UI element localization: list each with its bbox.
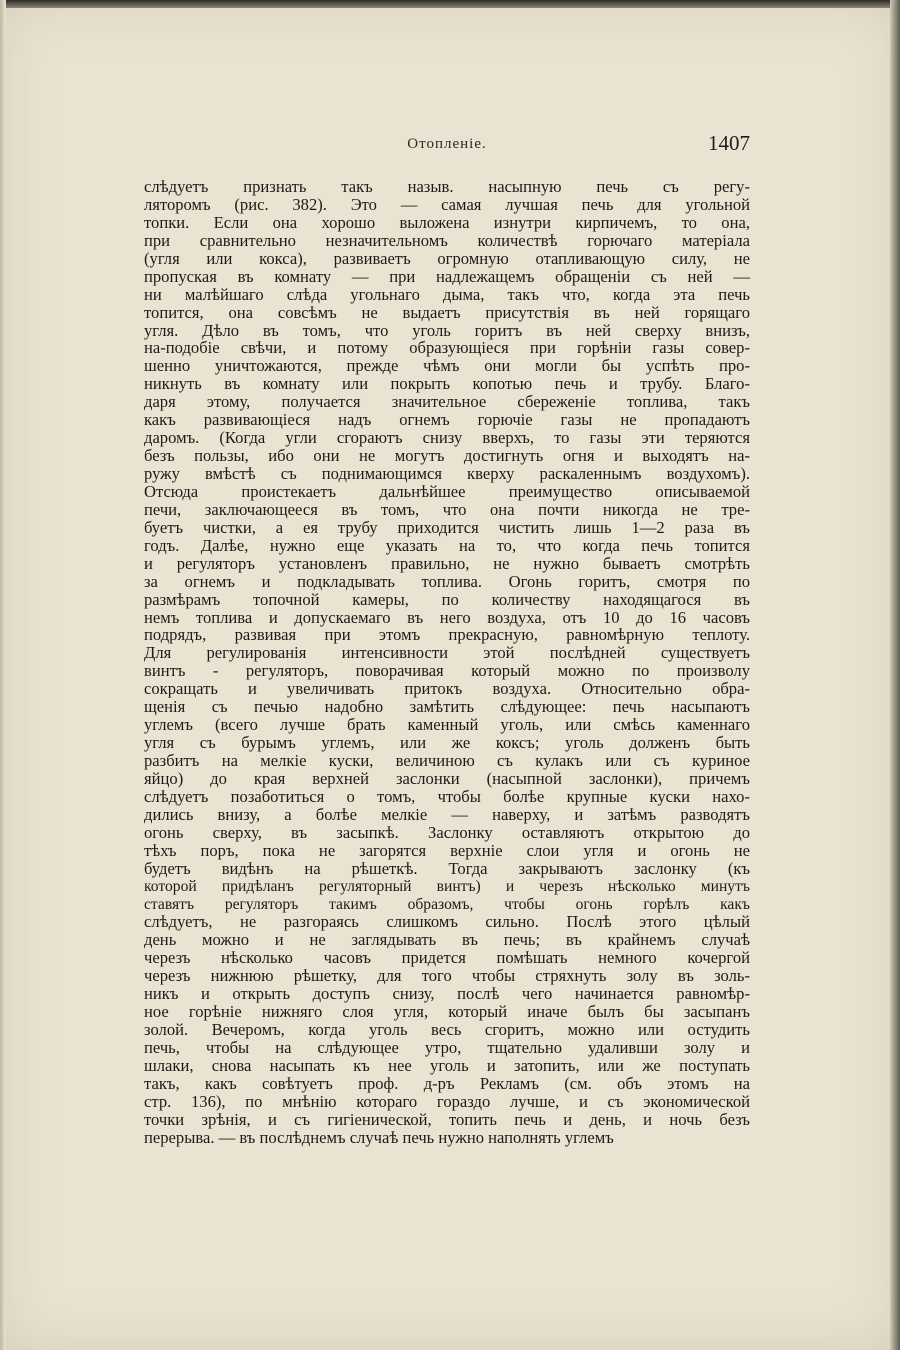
text-line: даря этому, получается значительное сбереженіе топлива, такъ bbox=[144, 392, 750, 412]
text-line: никнуть въ комнату или покрыть копотью печь и трубу. Благо- bbox=[144, 374, 750, 394]
text-line: шлаки, снова насыпать къ нее уголь и затопить, или же поступать bbox=[144, 1055, 750, 1075]
text-line: какъ развивающіеся надъ огнемъ горючіе газы не пропадаютъ bbox=[144, 410, 750, 430]
text-line: печь, чтобы на слѣдующее утро, тщательно удаливши золу и bbox=[144, 1038, 750, 1057]
text-line: слѣдуетъ признать такъ назыв. насыпную печь съ регу- bbox=[144, 177, 750, 196]
text-line: точки зрѣнія, и съ гигіенической, топить печь и день, и ночь безъ bbox=[144, 1109, 750, 1129]
text-line: тѣхъ поръ, пока не загорятся верхніе слои угля и огонь не bbox=[144, 840, 750, 860]
text-line: слѣдуетъ позаботиться о томъ, чтобы болѣе крупные куски нахо- bbox=[144, 786, 750, 806]
text-line: и регуляторъ установленъ правильно, не нужно бываетъ смотрѣть bbox=[144, 553, 750, 573]
text-line: пропуская въ комнату — при надлежащемъ обращеніи съ ней — bbox=[144, 266, 750, 286]
page-header bbox=[144, 131, 750, 159]
text-line: безъ пользы, ибо они не могутъ достигнуть огня и выходятъ на- bbox=[144, 446, 750, 466]
text-line: черезъ нѣсколько часовъ придется помѣшать немного кочергой bbox=[144, 948, 750, 968]
text-line: размѣрамъ топочной камеры, по количеству находящагося въ bbox=[144, 589, 750, 609]
text-line: дились внизу, а болѣе мелкіе — наверху, и затѣмъ разводятъ bbox=[144, 804, 750, 824]
text-line: угля. Дѣло въ томъ, что уголь горитъ въ ней сверху внизъ, bbox=[144, 320, 750, 340]
text-line: ни малѣйшаго слѣда угольнаго дыма, такъ что, когда эта печь bbox=[144, 284, 750, 304]
text-line: углемъ (всего лучше брать каменный уголь, или смѣсь каменнаго bbox=[144, 715, 750, 735]
page-right-edge bbox=[890, 0, 900, 1350]
text-line: черезъ нижнюю рѣшетку, для того чтобы стряхнуть золу въ золь- bbox=[144, 966, 750, 986]
text-line: буетъ чистки, а ея трубу приходится чистить лишь 1—2 раза въ bbox=[144, 517, 750, 537]
page-number: 1407 bbox=[708, 131, 750, 155]
text-line: яйцо) до края верхней заслонки (насыпной заслонки), причемъ bbox=[144, 768, 750, 788]
text-line: винтъ - регуляторъ, поворачивая который можно по произволу bbox=[144, 661, 750, 681]
text-line: топки. Если она хорошо выложена изнутри кирпичемъ, то она, bbox=[144, 212, 750, 232]
page-left-edge bbox=[0, 0, 6, 1350]
text-line: ружу вмѣстѣ съ поднимающимся кверху раскаленнымъ воздухомъ). bbox=[144, 464, 750, 483]
text-line: стр. 136), по мнѣнію котораго гораздо лучше, и съ экономической bbox=[144, 1091, 750, 1111]
text-line: огонь сверху, въ засыпкѣ. Заслонку оставляютъ открытою до bbox=[144, 822, 750, 842]
text-line: ное горѣніе нижняго слоя угля, который иначе былъ бы засыпанъ bbox=[144, 1002, 750, 1022]
text-line: такъ, какъ совѣтуетъ проф. д-ръ Рекламъ (см. объ этомъ на bbox=[144, 1073, 750, 1093]
text-line: перерыва. — въ послѣднемъ случаѣ печь нужно наполнять углемъ bbox=[144, 1127, 614, 1147]
text-line: шенно уничтожаются, прежде чѣмъ они могли бы успѣть про- bbox=[144, 356, 750, 376]
text-line: подрядъ, развивая при этомъ прекрасную, равномѣрную теплоту. bbox=[144, 625, 750, 645]
text-line: ставятъ регуляторъ такимъ образомъ, чтобы огонь горѣлъ какъ bbox=[144, 895, 750, 913]
text-line: день можно и не заглядывать въ печь; въ крайнемъ случаѣ bbox=[144, 930, 750, 950]
text-line: печи, заключающееся въ томъ, что она почти никогда не тре- bbox=[144, 499, 750, 519]
text-line: даромъ. (Когда угли сгораютъ снизу вверхъ, то газы эти теряются bbox=[144, 428, 750, 448]
text-line: которой придѣланъ регуляторный винтъ) и черезъ нѣсколько минутъ bbox=[144, 877, 750, 895]
text-line: Для регулированія интенсивности этой послѣдней существуетъ bbox=[144, 643, 750, 663]
running-title: Отопленіе. bbox=[407, 136, 487, 152]
text-line: никъ и открыть доступъ снизу, послѣ чего начинается равномѣр- bbox=[144, 984, 750, 1004]
text-line: золой. Вечеромъ, когда уголь весь сгоритъ, можно или остудить bbox=[144, 1020, 750, 1040]
text-line: ляторомъ (рис. 382). Это — самая лучшая печь для угольной bbox=[144, 194, 750, 214]
text-line: годъ. Далѣе, нужно еще указать на то, что когда печь топится bbox=[144, 535, 750, 555]
text-line: при сравнительно незначительномъ количествѣ горючаго матеріала bbox=[144, 230, 750, 250]
text-line: сокращать и увеличивать притокъ воздуха. Относительно обра- bbox=[144, 679, 750, 699]
text-line: слѣдуетъ, не разгораясь слишкомъ сильно. Послѣ этого цѣлый bbox=[144, 912, 750, 932]
text-line: разбитъ на мелкіе куски, величиною съ кулакъ или съ куриное bbox=[144, 751, 750, 770]
text-line: Отсюда проистекаетъ дальнѣйшее преимущество описываемой bbox=[144, 481, 750, 501]
text-line: немъ топлива и допускаемаго въ него воздуха, отъ 10 до 16 часовъ bbox=[144, 607, 750, 627]
text-line: угля съ бурымъ углемъ, или же коксъ; уголь долженъ быть bbox=[144, 733, 750, 753]
text-line: на-подобіе свѣчи, и потому образующіеся при горѣніи газы совер- bbox=[144, 338, 750, 358]
text-line: будетъ видѣнъ на рѣшеткѣ. Тогда закрываютъ заслонку (къ bbox=[144, 858, 750, 878]
text-line: топится, она совсѣмъ не выдаетъ присутствія въ ней горящаго bbox=[144, 302, 750, 322]
body-text bbox=[144, 178, 750, 1147]
text-line: за огнемъ и подкладывать топлива. Огонь горитъ, смотря по bbox=[144, 571, 750, 591]
text-line: (угля или кокса), развиваетъ огромную отапливающую силу, не bbox=[144, 248, 750, 268]
text-line: щенія съ печью надобно замѣтить слѣдующее: печь насыпаютъ bbox=[144, 697, 750, 717]
page-top-edge bbox=[0, 0, 900, 8]
